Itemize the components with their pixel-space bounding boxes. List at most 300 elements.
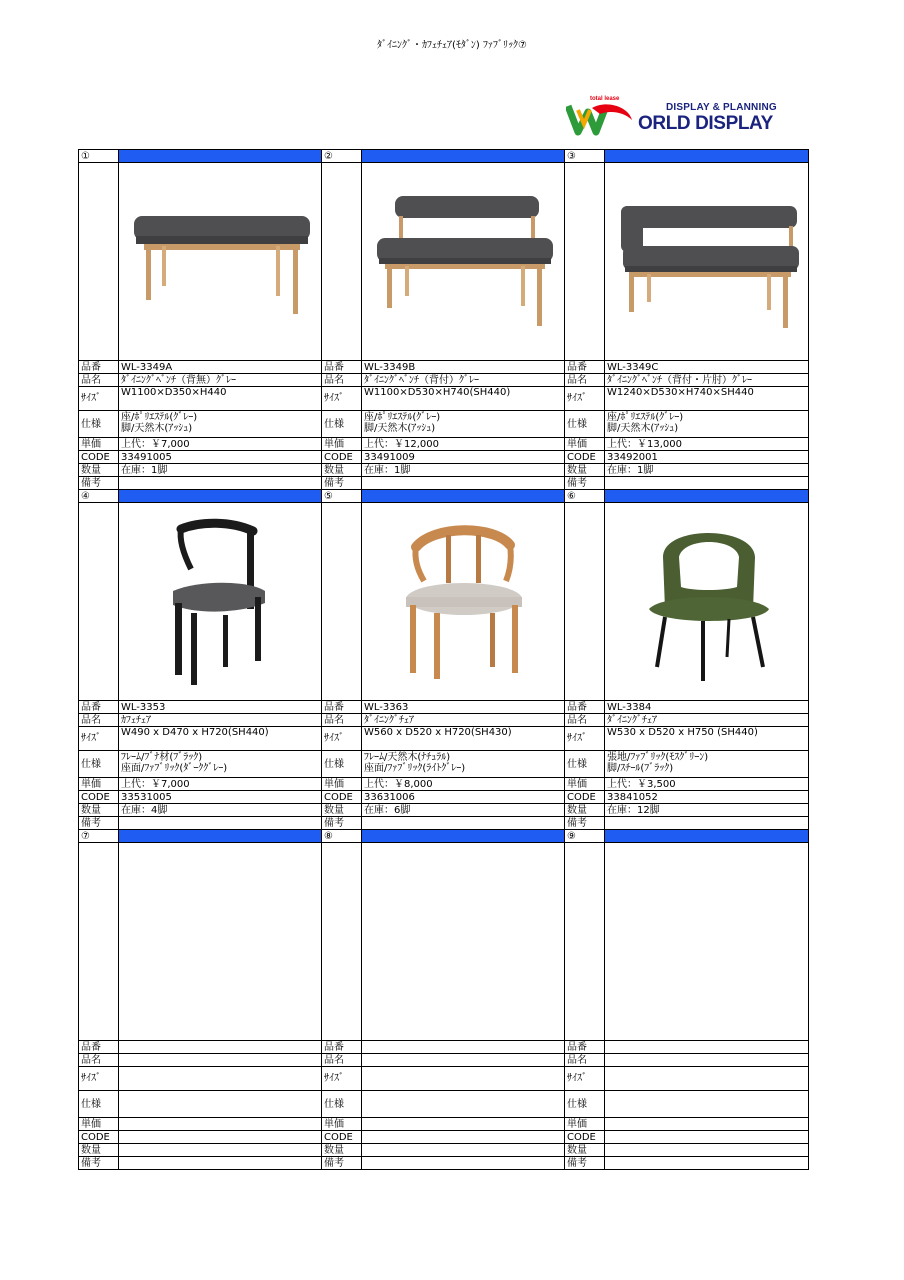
suuryou-value: 在庫：1脚 [119, 464, 322, 477]
label-empty [322, 163, 362, 361]
label-size: ｻｲｽﾞ [565, 387, 605, 411]
label-hinmei: 品名 [322, 374, 362, 387]
product-cell [322, 503, 565, 701]
hinmei-value: ｶﾌｪﾁｪｱ [119, 714, 322, 727]
hinmei-value: ﾀﾞｲﾆﾝｸﾞﾍﾞﾝﾁ（背無）ｸﾞﾚｰ [119, 374, 322, 387]
product-image [362, 843, 565, 1041]
product-image [362, 163, 565, 361]
label-shiyou: 仕様 [322, 751, 362, 778]
label-size: ｻｲｽﾞ [565, 727, 605, 751]
label-hinmei: 品名 [565, 714, 605, 727]
sheet-row [79, 830, 809, 843]
sheet-row [79, 1091, 809, 1118]
label-shiyou: 仕様 [79, 1091, 119, 1118]
natural-wood-chair-image [394, 519, 534, 684]
tanka-value: 上代：￥13,000 [605, 438, 809, 451]
product-cell [322, 1067, 565, 1091]
hinban-value [119, 1041, 322, 1054]
product-cell [565, 451, 809, 464]
label-shiyou: 仕様 [322, 411, 362, 438]
bench-back-arm-image [613, 192, 803, 332]
product-cell [322, 387, 565, 411]
product-cell [79, 714, 322, 727]
label-hinban: 品番 [322, 1041, 362, 1054]
label-hinban: 品番 [322, 701, 362, 714]
label-tanka: 単価 [322, 778, 362, 791]
spec-line-1: 座/ﾎﾟﾘｴｽﾃﾙ(ｸﾞﾚｰ) [121, 412, 198, 423]
product-cell [79, 477, 322, 490]
label-bikou: 備考 [79, 477, 119, 490]
spec-line-2: 脚/天然木(ｱｯｼｭ) [121, 423, 193, 434]
size-value: W560 x D520 x H720(SH430) [362, 727, 565, 751]
product-cell [322, 1091, 565, 1118]
sheet-row [79, 1054, 809, 1067]
suuryou-value [119, 1144, 322, 1157]
spec-line-1: 張地/ﾌｧﾌﾞﾘｯｸ(ﾓｽｸﾞﾘｰﾝ) [607, 752, 709, 763]
label-hinban: 品番 [322, 361, 362, 374]
product-cell [565, 817, 809, 830]
spec-value [362, 1091, 565, 1118]
product-cell [79, 1144, 322, 1157]
product-cell [322, 714, 565, 727]
label-bikou: 備考 [565, 1157, 605, 1170]
label-empty [79, 843, 119, 1041]
header-band [362, 490, 565, 503]
product-cell [79, 1054, 322, 1067]
label-bikou: 備考 [322, 1157, 362, 1170]
label-size: ｻｲｽﾞ [79, 1067, 119, 1091]
sheet-row [79, 714, 809, 727]
label-shiyou: 仕様 [565, 411, 605, 438]
tanka-value: 上代：￥7,000 [119, 778, 322, 791]
code-value [605, 1131, 809, 1144]
bikou-value [605, 1157, 809, 1170]
product-cell [565, 1144, 809, 1157]
product-cell [79, 387, 322, 411]
tanka-value [362, 1118, 565, 1131]
label-bikou: 備考 [565, 477, 605, 490]
suuryou-value: 在庫：1脚 [362, 464, 565, 477]
label-hinmei: 品名 [322, 1054, 362, 1067]
product-cell [79, 1157, 322, 1170]
product-image [605, 843, 809, 1041]
product-cell [322, 464, 565, 477]
logo-small-text: total lease [590, 96, 620, 102]
hinban-value [605, 1041, 809, 1054]
label-size: ｻｲｽﾞ [79, 387, 119, 411]
product-cell [322, 1131, 565, 1144]
header-band [605, 830, 809, 843]
header-band [119, 150, 322, 163]
green-fabric-chair-image [643, 517, 773, 687]
header-band [119, 830, 322, 843]
spec-value [362, 751, 565, 778]
sheet-row [79, 490, 809, 503]
product-cell [322, 751, 565, 778]
hinban-value: WL-3384 [605, 701, 809, 714]
product-cell [79, 701, 322, 714]
label-hinmei: 品名 [79, 714, 119, 727]
product-cell [79, 727, 322, 751]
spec-line-1: 座/ﾎﾟﾘｴｽﾃﾙ(ｸﾞﾚｰ) [364, 412, 441, 423]
bikou-value [362, 817, 565, 830]
sheet-row [79, 751, 809, 778]
hinmei-value: ﾀﾞｲﾆﾝｸﾞﾁｪｱ [362, 714, 565, 727]
code-value: 33491009 [362, 451, 565, 464]
product-cell [565, 1131, 809, 1144]
product-cell [322, 804, 565, 817]
suuryou-value [605, 1144, 809, 1157]
sheet-row [79, 1157, 809, 1170]
spec-line-2: 座面/ﾌｧﾌﾞﾘｯｸ(ﾀﾞｰｸｸﾞﾚｰ) [121, 763, 228, 774]
sheet-row [79, 1041, 809, 1054]
product-cell [565, 477, 809, 490]
product-cell [322, 701, 565, 714]
product-cell [79, 817, 322, 830]
product-cell [79, 451, 322, 464]
label-empty [79, 163, 119, 361]
sheet-row [79, 804, 809, 817]
spec-line-2: 脚/天然木(ｱｯｼｭ) [364, 423, 436, 434]
label-empty [565, 503, 605, 701]
product-number: ① [79, 150, 119, 163]
label-code: CODE [322, 1131, 362, 1144]
product-number: ⑥ [565, 490, 605, 503]
suuryou-value: 在庫：6脚 [362, 804, 565, 817]
bench-with-back-image [369, 192, 559, 332]
product-cell [322, 1054, 565, 1067]
hinmei-value [119, 1054, 322, 1067]
product-number: ⑧ [322, 830, 362, 843]
label-suuryou: 数量 [565, 1144, 605, 1157]
sheet-row [79, 150, 809, 163]
product-cell [79, 374, 322, 387]
sheet-row [79, 438, 809, 451]
product-number: ③ [565, 150, 605, 163]
bench-no-back-image [126, 202, 316, 322]
bikou-value [605, 817, 809, 830]
product-cell [322, 1144, 565, 1157]
label-tanka: 単価 [565, 1118, 605, 1131]
product-number: ⑦ [79, 830, 119, 843]
spec-value [605, 1091, 809, 1118]
product-cell [565, 361, 809, 374]
product-cell [565, 374, 809, 387]
product-cell [322, 163, 565, 361]
label-tanka: 単価 [79, 778, 119, 791]
label-tanka: 単価 [565, 778, 605, 791]
hinban-value: WL-3349A [119, 361, 322, 374]
product-cell [322, 778, 565, 791]
product-cell [322, 361, 565, 374]
label-code: CODE [79, 1131, 119, 1144]
label-suuryou: 数量 [79, 464, 119, 477]
size-value [605, 1067, 809, 1091]
label-bikou: 備考 [322, 477, 362, 490]
spec-line-2: 座面/ﾌｧﾌﾞﾘｯｸ(ﾗｲﾄｸﾞﾚｰ) [364, 763, 466, 774]
product-cell [565, 1157, 809, 1170]
spec-line-1: 座/ﾎﾟﾘｴｽﾃﾙ(ｸﾞﾚｰ) [607, 412, 684, 423]
product-cell [79, 843, 322, 1041]
product-sheet [78, 149, 809, 1170]
product-cell [79, 1118, 322, 1131]
label-shiyou: 仕様 [322, 1091, 362, 1118]
product-cell [565, 804, 809, 817]
hinmei-value: ﾀﾞｲﾆﾝｸﾞﾁｪｱ [605, 714, 809, 727]
size-value: W1100×D530×H740(SH440) [362, 387, 565, 411]
label-bikou: 備考 [322, 817, 362, 830]
label-hinban: 品番 [79, 361, 119, 374]
sheet-row [79, 727, 809, 751]
bikou-value [605, 477, 809, 490]
label-tanka: 単価 [322, 1118, 362, 1131]
sheet-row [79, 163, 809, 361]
label-hinban: 品番 [565, 701, 605, 714]
label-suuryou: 数量 [322, 804, 362, 817]
product-cell [79, 411, 322, 438]
hinmei-value: ﾀﾞｲﾆﾝｸﾞﾍﾞﾝﾁ（背付）ｸﾞﾚｰ [362, 374, 565, 387]
label-tanka: 単価 [565, 438, 605, 451]
sheet-row [79, 843, 809, 1041]
label-code: CODE [322, 791, 362, 804]
tanka-value: 上代：￥7,000 [119, 438, 322, 451]
label-hinmei: 品名 [565, 374, 605, 387]
product-cell [565, 714, 809, 727]
product-cell [322, 374, 565, 387]
header-band [362, 150, 565, 163]
product-cell [322, 1157, 565, 1170]
hinban-value: WL-3349B [362, 361, 565, 374]
sheet-row [79, 701, 809, 714]
label-size: ｻｲｽﾞ [322, 387, 362, 411]
label-code: CODE [79, 791, 119, 804]
label-hinban: 品番 [79, 1041, 119, 1054]
product-cell [565, 1067, 809, 1091]
tanka-value [605, 1118, 809, 1131]
product-image [119, 843, 322, 1041]
product-number: ④ [79, 490, 119, 503]
product-image [605, 503, 809, 701]
label-size: ｻｲｽﾞ [322, 727, 362, 751]
product-cell [79, 778, 322, 791]
label-bikou: 備考 [79, 817, 119, 830]
label-shiyou: 仕様 [565, 751, 605, 778]
product-cell [322, 791, 565, 804]
product-cell [565, 843, 809, 1041]
product-cell [565, 490, 809, 503]
world-display-logo [566, 98, 806, 138]
suuryou-value: 在庫：4脚 [119, 804, 322, 817]
hinban-value [362, 1041, 565, 1054]
label-suuryou: 数量 [79, 1144, 119, 1157]
code-value: 33841052 [605, 791, 809, 804]
product-cell [565, 701, 809, 714]
product-cell [79, 751, 322, 778]
label-empty [565, 163, 605, 361]
label-shiyou: 仕様 [565, 1091, 605, 1118]
label-suuryou: 数量 [565, 804, 605, 817]
sheet-row [79, 411, 809, 438]
product-cell [565, 503, 809, 701]
spec-line-1: ﾌﾚｰﾑ/ﾌﾞﾅ材(ﾌﾞﾗｯｸ) [121, 752, 203, 763]
bikou-value [119, 817, 322, 830]
header-band [362, 830, 565, 843]
product-cell [79, 1067, 322, 1091]
label-hinmei: 品名 [79, 374, 119, 387]
sheet-row [79, 817, 809, 830]
label-hinban: 品番 [565, 1041, 605, 1054]
label-empty [79, 503, 119, 701]
sheet-row [79, 477, 809, 490]
label-empty [322, 843, 362, 1041]
bikou-value [119, 477, 322, 490]
sheet-row [79, 387, 809, 411]
product-cell [322, 830, 565, 843]
label-tanka: 単価 [79, 438, 119, 451]
spec-line-2: 脚/ｽﾁｰﾙ(ﾌﾞﾗｯｸ) [607, 763, 674, 774]
product-cell [565, 1091, 809, 1118]
sheet-row [79, 451, 809, 464]
product-cell [565, 464, 809, 477]
code-value [119, 1131, 322, 1144]
product-cell [79, 804, 322, 817]
hinmei-value [605, 1054, 809, 1067]
spec-value [605, 411, 809, 438]
product-cell [79, 150, 322, 163]
label-suuryou: 数量 [565, 464, 605, 477]
product-cell [565, 1041, 809, 1054]
code-value [362, 1131, 565, 1144]
product-cell [565, 830, 809, 843]
product-cell [322, 451, 565, 464]
product-cell [322, 150, 565, 163]
label-shiyou: 仕様 [79, 751, 119, 778]
product-cell [79, 503, 322, 701]
label-tanka: 単価 [322, 438, 362, 451]
product-cell [79, 464, 322, 477]
sheet-row [79, 778, 809, 791]
hinban-value: WL-3349C [605, 361, 809, 374]
product-number: ⑨ [565, 830, 605, 843]
label-shiyou: 仕様 [79, 411, 119, 438]
label-empty [322, 503, 362, 701]
product-cell [322, 843, 565, 1041]
size-value: W1240×D530×H740×SH440 [605, 387, 809, 411]
sheet-row [79, 464, 809, 477]
hinmei-value: ﾀﾞｲﾆﾝｸﾞﾍﾞﾝﾁ（背付・片肘）ｸﾞﾚｰ [605, 374, 809, 387]
label-hinban: 品番 [79, 701, 119, 714]
suuryou-value: 在庫：1脚 [605, 464, 809, 477]
header-band [605, 150, 809, 163]
black-cafe-chair-image [161, 517, 281, 687]
label-hinmei: 品名 [565, 1054, 605, 1067]
size-value: W490 x D470 x H720(SH440) [119, 727, 322, 751]
label-hinban: 品番 [565, 361, 605, 374]
sheet-row [79, 361, 809, 374]
product-number: ⑤ [322, 490, 362, 503]
logo-name: ORLD DISPLAY [638, 113, 773, 134]
label-code: CODE [322, 451, 362, 464]
product-cell [79, 361, 322, 374]
header-band [119, 490, 322, 503]
product-cell [79, 791, 322, 804]
size-value: W530 x D520 x H750 (SH440) [605, 727, 809, 751]
label-suuryou: 数量 [79, 804, 119, 817]
hinban-value: WL-3363 [362, 701, 565, 714]
spec-value [605, 751, 809, 778]
hinban-value: WL-3353 [119, 701, 322, 714]
product-image [605, 163, 809, 361]
code-value: 33531005 [119, 791, 322, 804]
suuryou-value [362, 1144, 565, 1157]
page-title: ﾀﾞｲﾆﾝｸﾞ・ｶﾌｪﾁｪｱ(ﾓﾀﾞﾝ) ﾌｧﾌﾞﾘｯｸ⑦ [377, 40, 527, 51]
label-empty [565, 843, 605, 1041]
suuryou-value: 在庫：12脚 [605, 804, 809, 817]
product-cell [79, 438, 322, 451]
product-cell [322, 438, 565, 451]
product-cell [322, 1118, 565, 1131]
product-image [119, 163, 322, 361]
code-value: 33631006 [362, 791, 565, 804]
product-cell [79, 490, 322, 503]
spec-line-1: ﾌﾚｰﾑ/天然木(ﾅﾁｭﾗﾙ) [364, 752, 451, 763]
product-cell [322, 477, 565, 490]
label-suuryou: 数量 [322, 464, 362, 477]
label-size: ｻｲｽﾞ [79, 727, 119, 751]
product-cell [565, 727, 809, 751]
tanka-value: 上代：￥3,500 [605, 778, 809, 791]
size-value: W1100×D350×H440 [119, 387, 322, 411]
spec-value [119, 1091, 322, 1118]
product-cell [79, 830, 322, 843]
spec-value [119, 751, 322, 778]
product-image [362, 503, 565, 701]
product-cell [79, 1131, 322, 1144]
logo-tagline: DISPLAY & PLANNING [666, 102, 777, 113]
sheet-row [79, 1067, 809, 1091]
product-cell [565, 163, 809, 361]
product-cell [565, 411, 809, 438]
label-size: ｻｲｽﾞ [322, 1067, 362, 1091]
product-cell [79, 163, 322, 361]
label-hinmei: 品名 [322, 714, 362, 727]
product-cell [565, 791, 809, 804]
bikou-value [362, 477, 565, 490]
sheet-row [79, 1144, 809, 1157]
sheet-row [79, 791, 809, 804]
product-cell [565, 778, 809, 791]
tanka-value: 上代：￥12,000 [362, 438, 565, 451]
header-band [605, 490, 809, 503]
size-value [119, 1067, 322, 1091]
label-bikou: 備考 [565, 817, 605, 830]
label-hinmei: 品名 [79, 1054, 119, 1067]
product-cell [565, 438, 809, 451]
label-size: ｻｲｽﾞ [565, 1067, 605, 1091]
code-value: 33492001 [605, 451, 809, 464]
product-cell [565, 150, 809, 163]
spec-line-2: 脚/天然木(ｱｯｼｭ) [607, 423, 679, 434]
tanka-value [119, 1118, 322, 1131]
bikou-value [119, 1157, 322, 1170]
product-cell [79, 1091, 322, 1118]
product-cell [565, 1054, 809, 1067]
product-cell [322, 727, 565, 751]
product-cell [565, 387, 809, 411]
sheet-row [79, 1131, 809, 1144]
code-value: 33491005 [119, 451, 322, 464]
label-bikou: 備考 [79, 1157, 119, 1170]
